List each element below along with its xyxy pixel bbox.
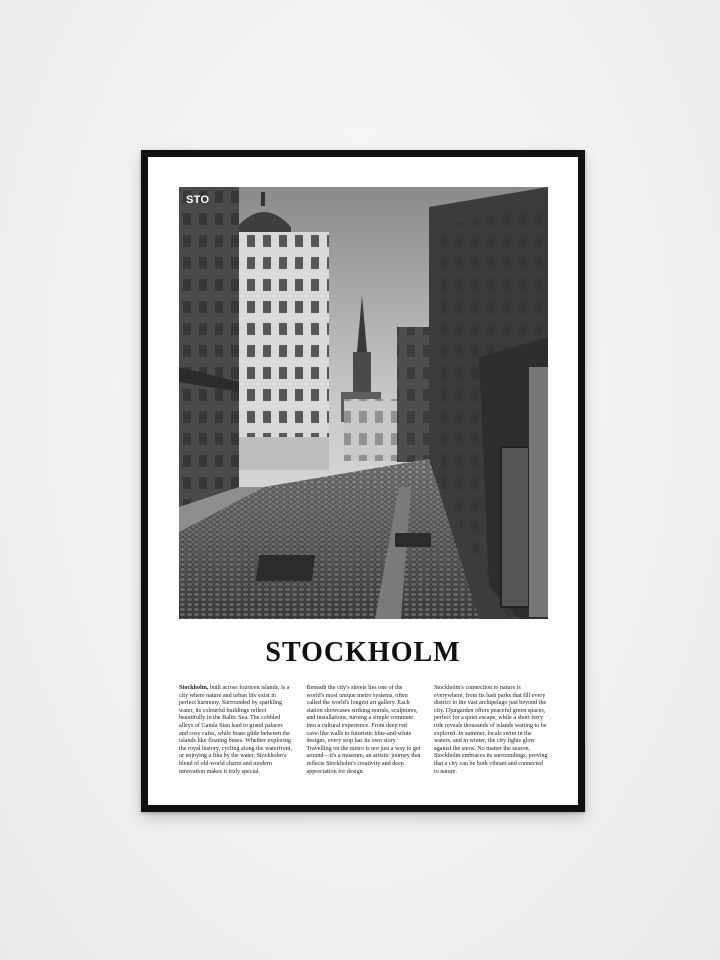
column-body: Stockholm's connection to nature is everywhere, from its lush parks that fill every district to the vast archipelago just beyond the city. Djurgarden offers peaceful green spaces, perfect for a quiet escape, while a short ferry ride reveals thousands of islands waiting to be explored. In summer, locals swim in the waters, and in winter, the city lights glow against the snow. No matter the season, Stockholm embraces its surroundings, proving that a city can be both vibrant and connected to nature. [434,685,548,775]
poster-text-columns [179,685,548,776]
column-body: Beneath the city's streets lies one of the world's most unique metro systems, often called the world's longest art gallery. Each station showcases striking murals, sculptures, and installations, turning a simple commute into a cultural experience. From deep red cave-like walls to futuristic blue-and-white designs, every stop has its own story. Travelling on the metro is not just a way to get around—it's a museum, an artistic journey that reflects Stockholm's creativity and deep appreciation for design. [306,685,421,775]
text-column-3 [434,685,548,776]
text-column-1 [179,685,293,776]
left-cream-building [227,192,329,470]
poster-title: STOCKHOLM [265,637,461,668]
text-column-2 [307,685,421,776]
street-scene-illustration [179,187,548,619]
column-body: built across fourteen islands, is a city where nature and urban life exist in perfect harmony. Surrounded by sparkling water, its colourful buildings reflect beautifully in the Baltic Sea. The cobbled alleys of Gamla Stan lead to grand palaces and cosy cafes, while boats glide between the islands like floating buses. Whether exploring the royal history, cycling along the waterfront, or enjoying a fika by the water, Stockholm's blend of old-world charm and modern innovation makes it truly special. [179,685,292,775]
column-lead: Stockholm, [179,685,209,691]
photo-location-tag: STO [186,194,210,206]
poster-mat [148,157,578,805]
poster-frame [141,150,585,812]
stockholm-street-photo [179,187,548,619]
